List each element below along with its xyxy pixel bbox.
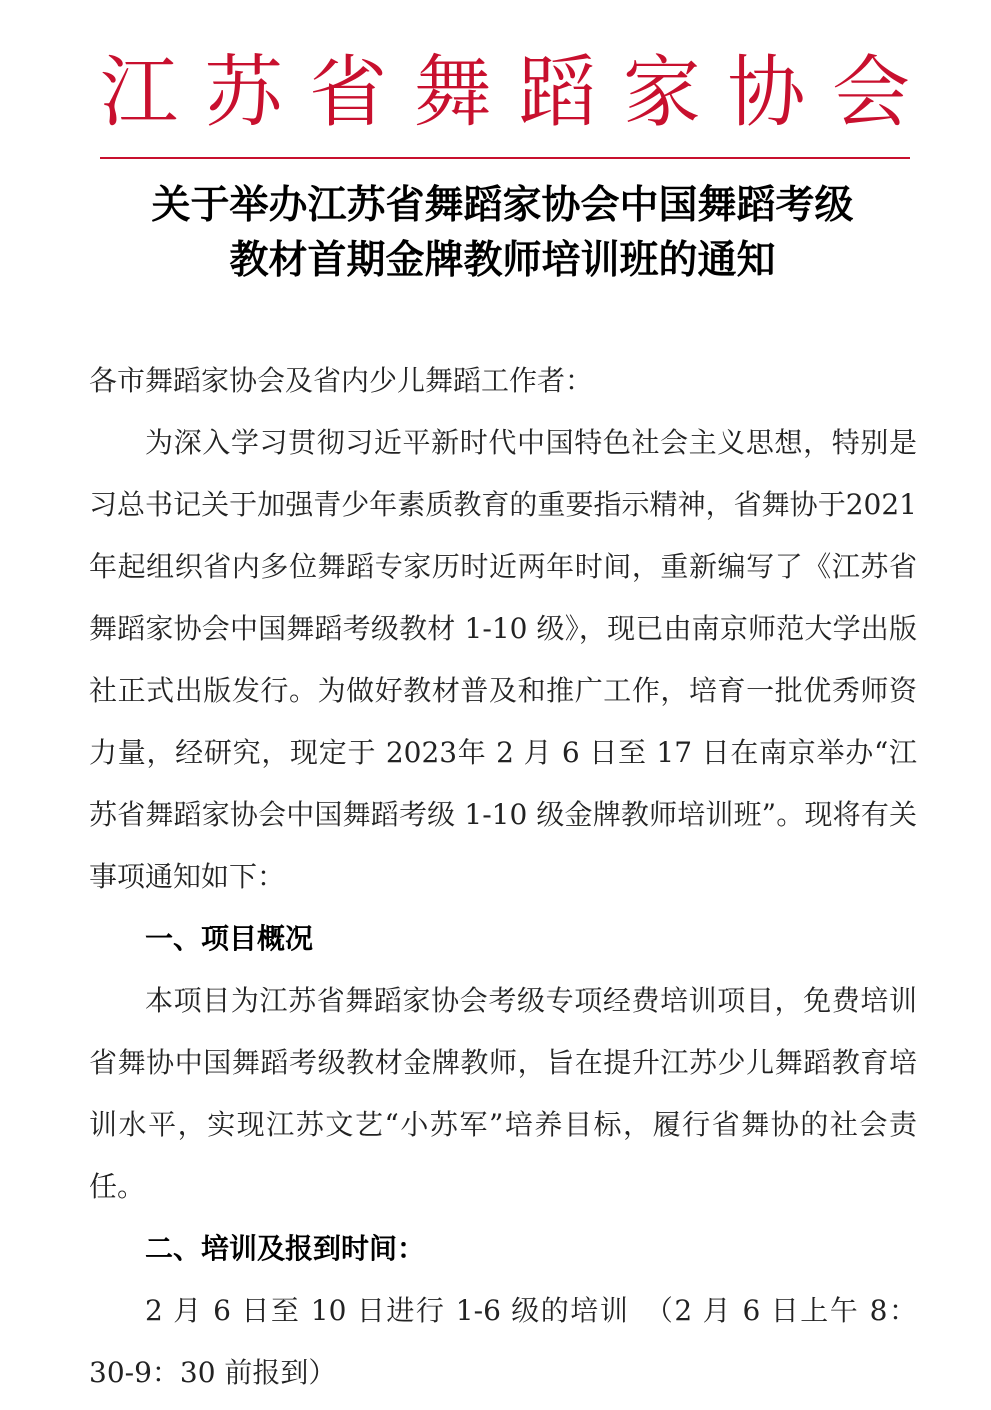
- title-line-1: 关于举办江苏省舞蹈家协会中国舞蹈考级: [151, 183, 854, 228]
- header-divider: [100, 157, 910, 159]
- section-1-paragraph: 本项目为江苏省舞蹈家协会考级专项经费培训项目，免费培训省舞协中国舞蹈考级教材金牌教师，旨在提升江苏少儿舞蹈教育培训水平，实现江苏文艺“小苏军”培养目标，履行省舞协的社会责任。: [89, 984, 917, 1203]
- org-char: 蹈: [518, 48, 597, 138]
- intro-paragraph: 为深入学习贯彻习近平新时代中国特色社会主义思想，特别是习总书记关于加强青少年素质教育的重要指示精神，省舞协于2021年起组织省内多位舞蹈专家历时近两年时间，重新编写了《江苏省舞蹈家协会中国舞蹈考级教材 1-10 级》，现已由南京师范大学出版社正式出版发行。为做好教材普及和推广工作，培育一批优秀师资力量，经研究，现定于 2023年 2 月 6 日至 17 日在南京举办“江苏省舞蹈家协会中国舞蹈考级 1-10 级金牌教师培训班”。现将有关事项通知如下：: [89, 426, 917, 893]
- org-char: 家: [622, 48, 701, 138]
- document-title: [60, 178, 945, 288]
- document-body: [89, 350, 917, 1404]
- salutation: 各市舞蹈家协会及省内少儿舞蹈工作者：: [89, 364, 594, 397]
- org-char: 会: [831, 48, 910, 138]
- organization-header: [100, 48, 910, 138]
- org-char: 江: [100, 48, 179, 138]
- org-char: 协: [727, 48, 806, 138]
- title-line-2: 教材首期金牌教师培训班的通知: [229, 238, 776, 283]
- section-2-paragraph: 2 月 6 日至 10 日进行 1-6 级的培训 （2 月 6 日上午 8：30-9：30 前报到）: [89, 1294, 917, 1389]
- org-char: 省: [309, 48, 388, 138]
- org-char: 苏: [204, 48, 283, 138]
- org-char: 舞: [413, 48, 492, 138]
- section-1-heading: 一、项目概况: [145, 922, 314, 955]
- section-2-heading: 二、培训及报到时间：: [145, 1232, 426, 1265]
